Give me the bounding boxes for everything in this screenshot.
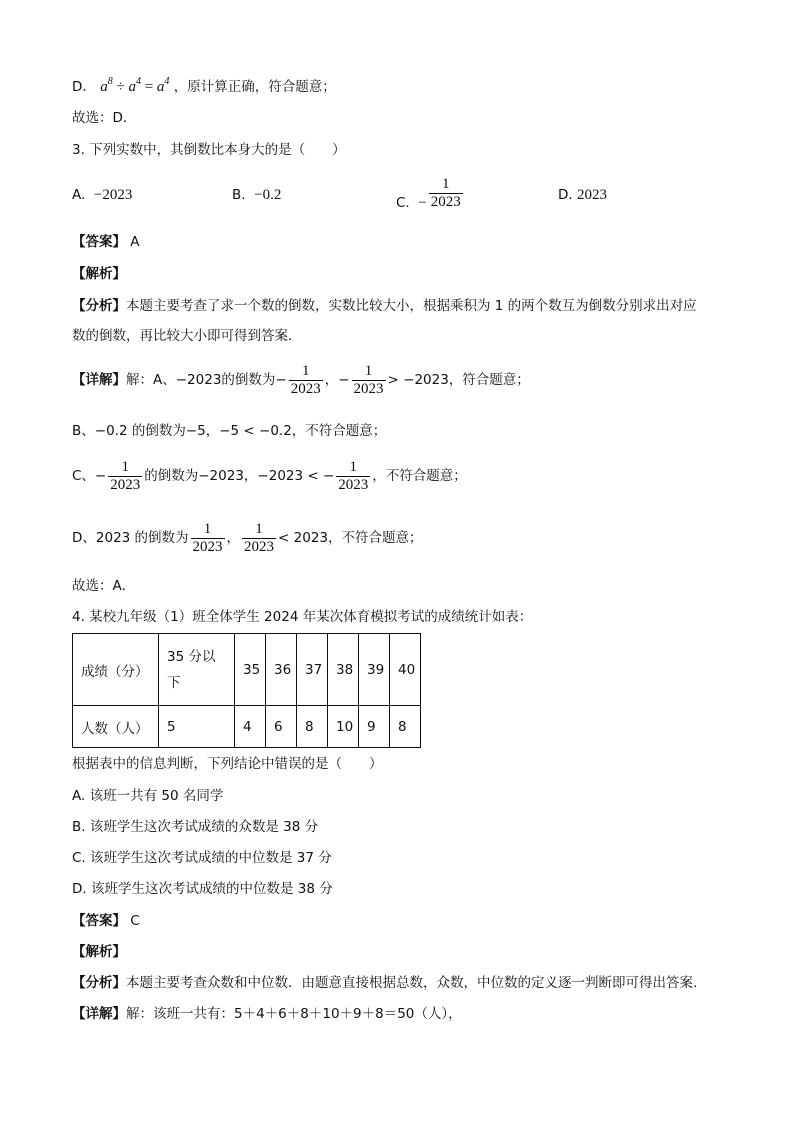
q4-analysis-tag bbox=[72, 942, 126, 962]
fraction-numerator: 1 bbox=[442, 176, 450, 192]
detail-text: 的倒数为−2023，−2023 < − bbox=[144, 468, 335, 484]
score-table bbox=[72, 633, 421, 748]
option-label: D. bbox=[558, 187, 573, 203]
detail-text: 解：A、−2023的倒数为− bbox=[126, 372, 287, 388]
table-cell: 10 bbox=[328, 706, 359, 748]
q3-stem: 3. 下列实数中，其倒数比本身大的是（ ） bbox=[72, 142, 346, 158]
table-cell: 4 bbox=[235, 706, 266, 748]
q3-option-c bbox=[396, 176, 465, 211]
math-exponent: 8 bbox=[107, 76, 113, 87]
fraction-denominator: 2023 bbox=[338, 476, 369, 493]
table-header-cell: 39 bbox=[359, 634, 390, 706]
fraction-numerator: 1 bbox=[364, 362, 373, 379]
option-value: −0.2 bbox=[254, 187, 282, 203]
detail-text: ， bbox=[226, 530, 241, 546]
option-text: ，原计算正确，符合题意； bbox=[173, 79, 336, 95]
analysis-tag: 【解析】 bbox=[72, 944, 126, 960]
fraction-denominator: 2023 bbox=[192, 538, 223, 555]
option-label: B. bbox=[232, 187, 246, 203]
answer-tag: 【答案】 bbox=[72, 913, 126, 929]
table-cell: 人数（人） bbox=[73, 706, 159, 748]
fraction-denominator: 2023 bbox=[110, 476, 141, 493]
q3-option-a bbox=[72, 185, 132, 205]
q3-detail-d bbox=[72, 518, 423, 558]
q3-option-d bbox=[558, 185, 607, 205]
table-cell: 5 bbox=[159, 706, 235, 748]
math-operator: ÷ bbox=[116, 79, 125, 95]
option-value: 2023 bbox=[576, 187, 607, 203]
q3-detail-b: B、−0.2 的倒数为−5，−5 < −0.2，不符合题意； bbox=[72, 423, 387, 439]
detail-text: C、− bbox=[72, 468, 107, 484]
q4-stem: 4. 某校九年级（1）班全体学生 2024 年某次体育模拟考试的成绩统计如表： bbox=[72, 609, 533, 625]
detail-text: < 2023，不符合题意； bbox=[278, 530, 423, 546]
table-header-cell: 成绩（分） bbox=[73, 634, 159, 706]
q3-fenxi-2: 数的倒数，再比较大小即可得到答案． bbox=[72, 328, 302, 344]
q4-option-b: B. 该班学生这次考试成绩的众数是 38 分 bbox=[72, 819, 319, 835]
fraction bbox=[429, 176, 463, 211]
q4-answer bbox=[72, 911, 140, 931]
answer-tag: 【答案】 bbox=[72, 234, 126, 250]
math-base: a bbox=[128, 79, 136, 95]
fraction-denominator: 2023 bbox=[290, 380, 321, 397]
prev-choose: 故选：D． bbox=[72, 110, 137, 126]
fraction-numerator: 1 bbox=[203, 520, 212, 537]
table-header-cell: 37 bbox=[297, 634, 328, 706]
option-label: D． bbox=[72, 79, 96, 95]
fraction-numerator: 1 bbox=[349, 458, 358, 475]
fraction-numerator: 1 bbox=[301, 362, 310, 379]
table-row bbox=[73, 634, 421, 706]
fraction bbox=[191, 521, 225, 556]
fraction bbox=[108, 459, 142, 494]
q3-fenxi-1 bbox=[72, 296, 697, 316]
q3-options bbox=[72, 176, 672, 216]
math-exponent: 4 bbox=[135, 76, 141, 87]
prev-option-d bbox=[72, 72, 336, 97]
detail-text: D、2023 的倒数为 bbox=[72, 530, 189, 546]
fraction bbox=[289, 363, 323, 398]
q3-choose: 故选：A． bbox=[72, 578, 136, 594]
cell-text: 下 bbox=[167, 674, 181, 691]
q4-detail bbox=[72, 1004, 462, 1024]
detail-text: ，− bbox=[324, 372, 350, 388]
fenxi-text: 本题主要考查众数和中位数．由题意直接根据总数，众数，中位数的定义逐一判断即可得出答案. bbox=[126, 975, 698, 991]
math-base: a bbox=[100, 79, 108, 95]
math-base: a bbox=[156, 79, 165, 95]
analysis-tag: 【解析】 bbox=[72, 266, 126, 282]
q4-question: 根据表中的信息判断，下列结论中错误的是（ ） bbox=[72, 756, 383, 772]
fenxi-tag: 【分析】 bbox=[72, 298, 126, 314]
q4-fenxi bbox=[72, 973, 697, 993]
fraction bbox=[242, 521, 276, 556]
detail-text: 解：该班一共有：5＋4＋6＋8＋10＋9＋8＝50（人）， bbox=[126, 1006, 462, 1022]
q4-option-d: D. 该班学生这次考试成绩的中位数是 38 分 bbox=[72, 881, 333, 897]
table-cell: 9 bbox=[359, 706, 390, 748]
fenxi-tag: 【分析】 bbox=[72, 975, 126, 991]
table-header-cell: 36 bbox=[266, 634, 297, 706]
detail-text: ，不符合题意； bbox=[372, 468, 467, 484]
table-header-cell bbox=[159, 634, 235, 706]
math-exponent: 4 bbox=[164, 76, 170, 87]
detail-tag: 【详解】 bbox=[72, 372, 126, 388]
fraction-numerator: 1 bbox=[255, 520, 263, 537]
table-cell: 8 bbox=[390, 706, 421, 748]
detail-tag: 【详解】 bbox=[72, 1006, 126, 1022]
table-header-cell: 38 bbox=[328, 634, 359, 706]
option-label: A. bbox=[72, 187, 86, 203]
detail-text: > −2023，符合题意； bbox=[387, 372, 530, 388]
option-value: −2023 bbox=[93, 187, 133, 203]
table-header-cell: 40 bbox=[390, 634, 421, 706]
q3-analysis-tag bbox=[72, 264, 126, 284]
fraction-denominator: 2023 bbox=[244, 538, 275, 555]
table-cell: 8 bbox=[297, 706, 328, 748]
table-cell: 6 bbox=[266, 706, 297, 748]
fraction-denominator: 2023 bbox=[353, 380, 384, 397]
q3-answer bbox=[72, 232, 140, 252]
table-row bbox=[73, 706, 421, 748]
fraction-numerator: 1 bbox=[121, 458, 129, 475]
q4-option-c: C. 该班学生这次考试成绩的中位数是 37 分 bbox=[72, 850, 332, 866]
option-label: C. bbox=[396, 194, 410, 211]
fraction bbox=[352, 363, 386, 398]
cell-text: 35 分以 bbox=[167, 648, 216, 665]
q3-option-b bbox=[232, 185, 281, 205]
math-operator: = bbox=[144, 79, 154, 95]
q4-option-a: A. 该班一共有 50 名同学 bbox=[72, 788, 224, 804]
q3-detail-a bbox=[72, 360, 530, 400]
fraction-denominator: 2023 bbox=[430, 194, 461, 210]
answer-value: A bbox=[130, 234, 140, 250]
fraction bbox=[336, 459, 370, 494]
option-sign: − bbox=[418, 194, 427, 211]
answer-value: C bbox=[130, 913, 140, 929]
table-header-cell: 35 bbox=[235, 634, 266, 706]
fenxi-text: 本题主要考查了求一个数的倒数，实数比较大小，根据乘积为 1 的两个数互为倒数分别求出对应 bbox=[126, 298, 697, 314]
q3-detail-c bbox=[72, 456, 467, 496]
math-expression bbox=[100, 76, 170, 95]
